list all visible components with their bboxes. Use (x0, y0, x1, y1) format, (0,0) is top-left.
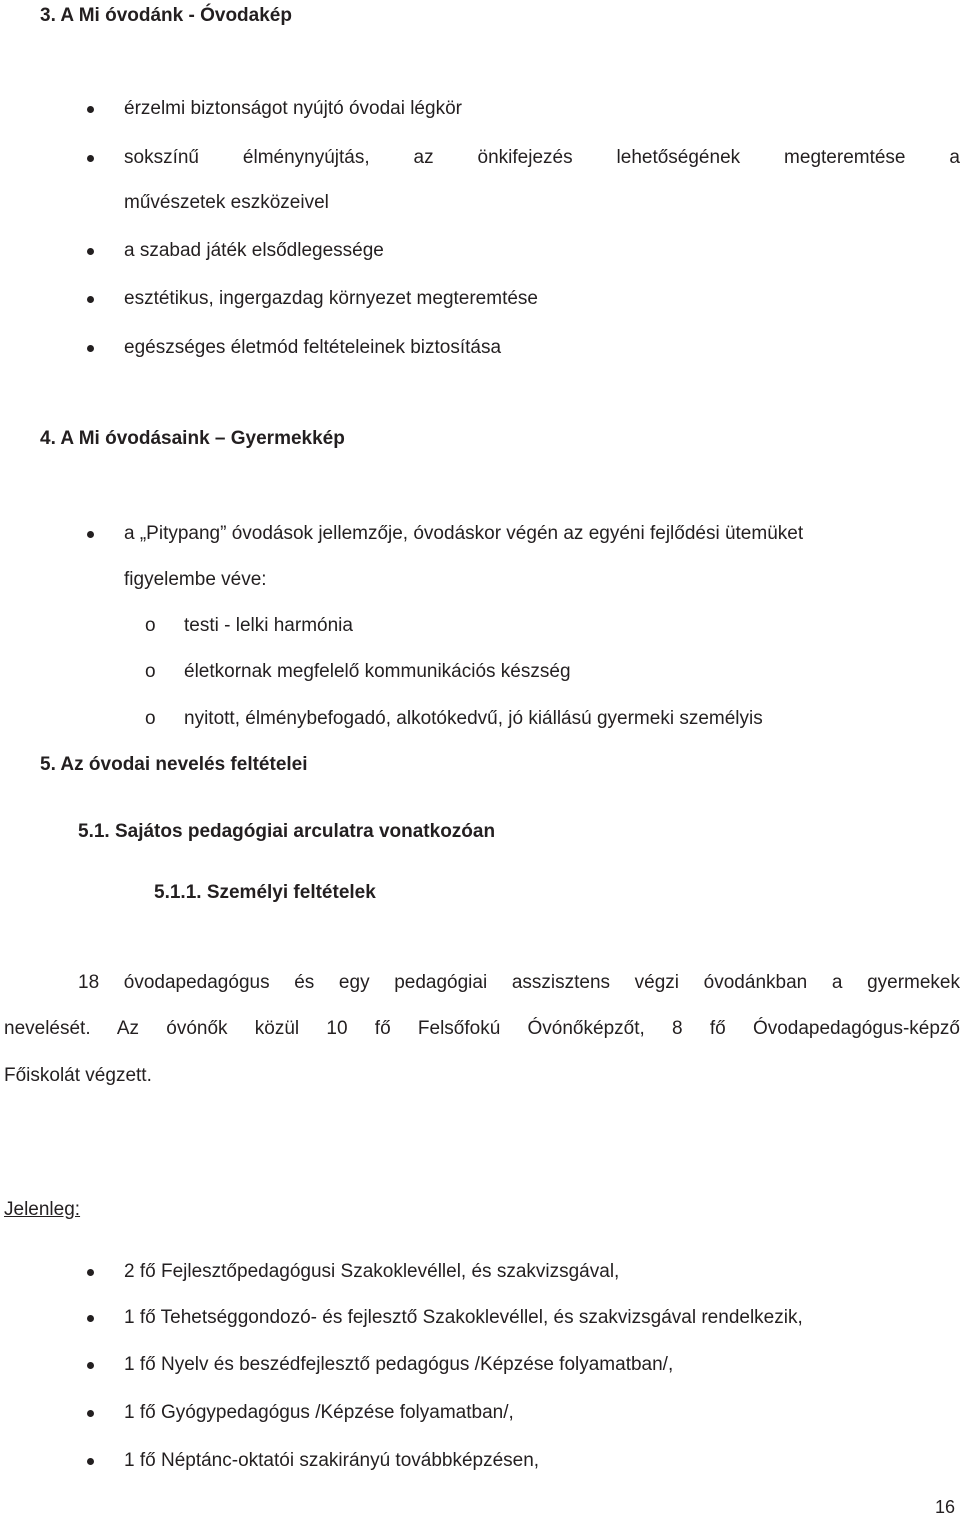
list-item: a szabad játék elsődlegessége (124, 240, 384, 261)
paragraph-line: Főiskolát végzett. (4, 1065, 152, 1086)
bullet-icon (87, 531, 94, 538)
list-item-continuation: figyelembe véve: (124, 569, 267, 590)
bullet-icon (87, 1410, 94, 1417)
bullet-icon (87, 248, 94, 255)
bullet-icon (87, 1458, 94, 1465)
bullet-icon (87, 1362, 94, 1369)
list-item: 1 fő Gyógypedagógus /Képzése folyamatban/, (124, 1402, 514, 1423)
list-item: sokszínű élménynyújtás, az önkifejezés lehetőségének megteremtése a (124, 147, 960, 168)
bullet-icon (87, 155, 94, 162)
bullet-icon (87, 296, 94, 303)
section-3-heading: 3. A Mi óvodánk - Óvodakép (40, 5, 292, 26)
list-item: 1 fő Tehetséggondozó- és fejlesztő Szakoklevéllel, és szakvizsgával rendelkezik, (124, 1307, 803, 1328)
bullet-icon (87, 345, 94, 352)
bullet-icon (87, 1315, 94, 1322)
sub-list-item: testi - lelki harmónia (184, 615, 353, 636)
list-item: esztétikus, ingergazdag környezet megteremtése (124, 288, 538, 309)
sub-list-item: nyitott, élménybefogadó, alkotókedvű, jó kiállású gyermeki személyis (184, 708, 763, 729)
bullet-icon (87, 1269, 94, 1276)
list-item: 1 fő Néptánc-oktatói szakirányú továbbképzésen, (124, 1450, 540, 1471)
page-number: 16 (935, 1497, 956, 1517)
list-item: 1 fő Nyelv és beszédfejlesztő pedagógus /Képzése folyamatban/, (124, 1354, 674, 1375)
circle-bullet-icon: o (145, 708, 156, 729)
paragraph-line: nevelését. Az óvónők közül 10 fő Felsőfokú Óvónőképzőt, 8 fő Óvodapedagógus-képző (4, 1018, 960, 1039)
list-item: 2 fő Fejlesztőpedagógusi Szakoklevéllel, és szakvizsgával, (124, 1261, 620, 1282)
subsection-5-1-heading: 5.1. Sajátos pedagógiai arculatra vonatkozóan (78, 821, 496, 842)
subsection-5-1-1-heading: 5.1.1. Személyi feltételek (154, 882, 376, 903)
sub-list-item: életkornak megfelelő kommunikációs készség (184, 661, 571, 682)
list-item: érzelmi biztonságot nyújtó óvodai légkör (124, 98, 462, 119)
list-item: a „Pitypang” óvodások jellemzője, óvodáskor végén az egyéni fejlődési ütemüket (124, 523, 804, 544)
circle-bullet-icon: o (145, 661, 156, 682)
section-5-heading: 5. Az óvodai nevelés feltételei (40, 754, 308, 775)
section-4-heading: 4. A Mi óvodásaink – Gyermekkép (40, 428, 345, 449)
list-item: egészséges életmód feltételeinek biztosítása (124, 337, 502, 358)
paragraph-line: 18 óvodapedagógus és egy pedagógiai asszisztens végzi óvodánkban a gyermekek (78, 972, 960, 993)
bullet-icon (87, 106, 94, 113)
circle-bullet-icon: o (145, 615, 156, 636)
list-item-continuation: művészetek eszközeivel (124, 192, 329, 213)
current-staff-label: Jelenleg: (4, 1199, 81, 1220)
